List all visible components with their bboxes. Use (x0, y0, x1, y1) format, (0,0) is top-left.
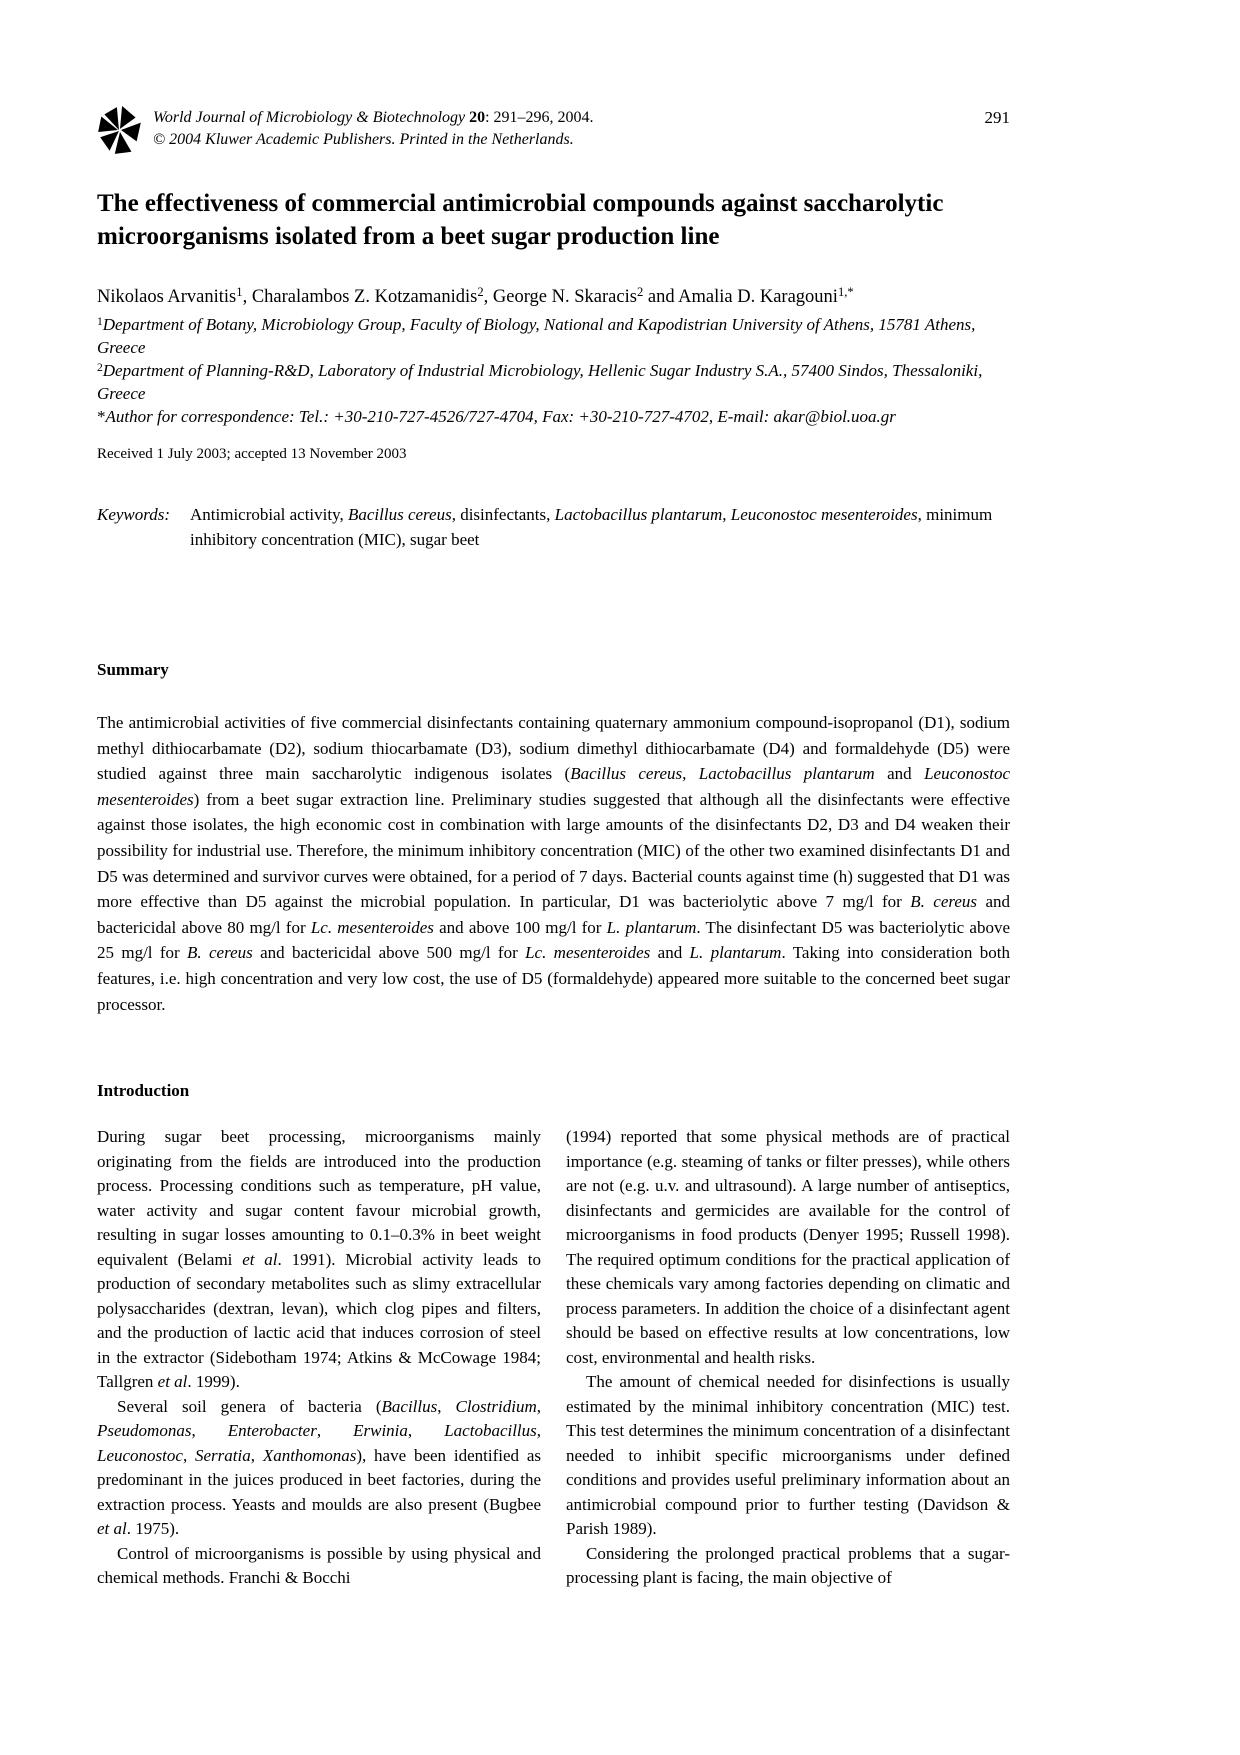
publisher-logo-icon (97, 105, 143, 157)
paragraph: Several soil genera of bacteria (Bacillus, Clostridium, Pseudomonas, Enterobacter, Erwinia, Lactobacillus, Leuconostoc, Serratia, Xanthomonas), have been identified as predominant in the juices produced in beet factories, during the extraction process. Yeasts and moulds are also present (Bugbee et al. 1975). (97, 1396, 542, 1539)
masthead (97, 107, 1010, 157)
paragraph: During sugar beet processing, microorganisms mainly originating from the fields are introduced into the production process. Processing conditions such as temperature, pH value, water activity and sugar content favour microbial growth, resulting in sugar losses amounting to 0.1–0.3% in beet weight equivalent (Belami et al. 1991). Microbial activity leads to production of secondary metabolites such as slimy extracellular polysaccharides (dextran, levan), which clog pipes and filters, and the production of lactic acid that induces corrosion of steel in the extractor (Sidebotham 1974; Atkins & McCowage 1984; Tallgren et al. 1999). (97, 1127, 541, 1392)
journal-citation: World Journal of Microbiology & Biotechnology 20: 291–296, 2004. (153, 109, 594, 126)
page-number: 291 (984, 108, 1010, 127)
correspondence-line: *Author for correspondence: Tel.: +30-210-727-4526/727-4704, Fax: +30-210-727-4702, E-mail: akar@biol.uoa.gr (97, 407, 896, 426)
affiliations-block (97, 313, 1010, 428)
paragraph: Control of microorganisms is possible by using physical and chemical methods. Franchi & Bocchi (97, 1543, 541, 1588)
summary-heading: Summary (97, 660, 169, 679)
introduction-heading: Introduction (97, 1081, 190, 1101)
keywords-block (97, 502, 1010, 552)
authors-line: Nikolaos Arvanitis$^1$, Charalambos Z. Kotzamanidis$^2$, George N. Skaracis$^2$ and Amalia D. Karagouni$^{1,*}$ (97, 285, 854, 307)
keywords-text: Antimicrobial activity, Bacillus cereus, disinfectants, Lactobacillus plantarum, Leuconostoc mesenteroides, minimum inhibitory concentration (MIC), sugar beet (190, 505, 993, 549)
copyright-line: © 2004 Kluwer Academic Publishers. Printed in the Netherlands. (153, 131, 574, 148)
two-column-body (97, 1125, 1010, 1591)
affiliation-1: $^1$Department of Botany, Microbiology Group, Faculty of Biology, National and Kapodistrian University of Athens, 15781 Athens, Greece (97, 314, 976, 357)
intro-left-column (97, 1125, 541, 1591)
keywords-label: Keywords: (97, 505, 171, 524)
paragraph: Considering the prolonged practical problems that a sugar-processing plant is facing, the main objective of (566, 1543, 1010, 1588)
intro-right-column (566, 1125, 1010, 1591)
received-accepted-line: Received 1 July 2003; accepted 13 November 2003 (97, 446, 407, 462)
paragraph: The amount of chemical needed for disinfections is usually estimated by the minimal inhibitory concentration (MIC) test. This test determines the minimum concentration of a disinfectant needed to inhibit specific microorganisms under defined conditions and provides useful preliminary information about an antimicrobial compound prior to further testing (Davidson & Parish 1989). (566, 1372, 1010, 1539)
article-title: The effectiveness of commercial antimicrobial compounds against saccharolytic microorganisms isolated from a beet sugar production line (97, 190, 944, 250)
masthead-text (153, 107, 594, 151)
paragraph: (1994) reported that some physical methods are of practical importance (e.g. steaming of tanks or filter presses), while others are not (e.g. u.v. and ultrasound). A large number of antiseptics, disinfectants and germicides are available for the control of microorganisms in food products (Denyer 1995; Russell 1998). The required optimum conditions for the practical application of these chemicals vary among factories depending on climatic and process parameters. In addition the choice of a disinfectant agent should be based on effective results at low concentrations, low cost, environmental and health risks. (566, 1127, 1010, 1367)
affiliation-2: $^2$Department of Planning-R&D, Laboratory of Industrial Microbiology, Hellenic Sugar Industry S.A., 57400 Sindos, Thessaloniki, Greece (97, 360, 983, 403)
summary-paragraph: The antimicrobial activities of five commercial disinfectants containing quaternary ammonium compound-isopropanol (D1), sodium methyl dithiocarbamate (D2), sodium thiocarbamate (D3), sodium dimethyl dithiocarbamate (D4) and formaldehyde (D5) were studied against three main saccharolytic indigenous isolates (Bacillus cereus, Lactobacillus plantarum and Leuconostoc mesenteroides) from a beet sugar extraction line. Preliminary studies suggested that although all the disinfectants were effective against those isolates, the high economic cost in combination with large amounts of the disinfectants D2, D3 and D4 weaken their possibility for industrial use. Therefore, the minimum inhibitory concentration (MIC) of the other two examined disinfectants D1 and D5 was determined and survivor curves were obtained, for a period of 7 days. Bacterial counts against time (h) suggested that D1 was more effective than D5 against the microbial population. In particular, D1 was bacteriolytic above 7 mg/l for B. cereus and bactericidal above 80 mg/l for Lc. mesenteroides and above 100 mg/l for L. plantarum. The disinfectant D5 was bacteriolytic above 25 mg/l for B. cereus and bactericidal above 500 mg/l for Lc. mesenteroides and L. plantarum. Taking into consideration both features, i.e. high concentration and very low cost, the use of D5 (formaldehyde) appeared more suitable to the concerned beet sugar processor. (97, 713, 1011, 1014)
